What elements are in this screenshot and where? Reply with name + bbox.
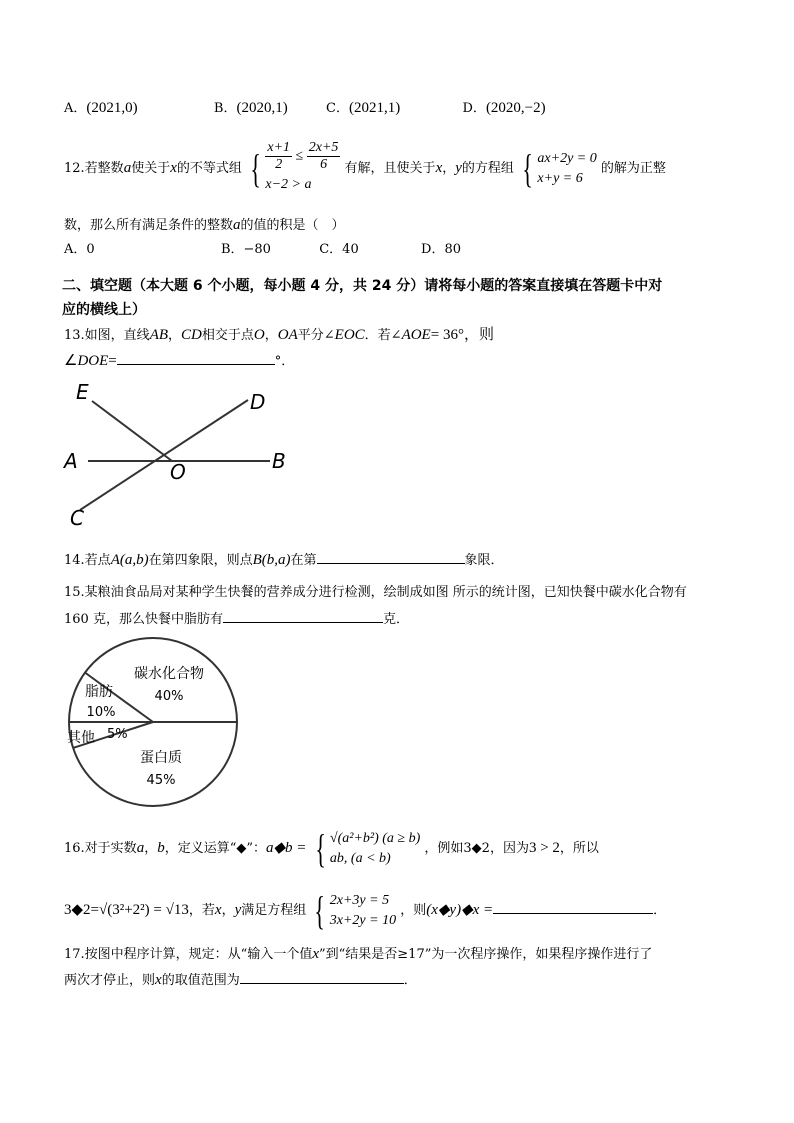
q12-var-x: x (170, 160, 177, 176)
q14-text: 象限． (464, 553, 504, 568)
slice-value-protein: 45% (146, 773, 176, 788)
q15-line1: 15.某粮油食品局对某种学生快餐的营养成分进行检测，绘制成如图 所示的统计图，已知快餐中碳水化合物有 (64, 585, 687, 600)
q15-line2 (64, 608, 409, 630)
q12-text: ， (442, 161, 456, 176)
q13-equals: = (108, 353, 117, 369)
q12-var-x: x (435, 160, 443, 176)
q12-text: 的方程组 (461, 161, 514, 176)
q13-ray-oa: OA (277, 327, 298, 343)
q16-answer-blank[interactable] (493, 899, 653, 914)
q12-ineq2: x−2 > a (265, 177, 312, 192)
q16-line2 (64, 888, 666, 933)
q13-text: °． (274, 354, 295, 369)
option-d-label: D． (462, 101, 486, 116)
option-d-value: (2020,−2) (485, 100, 546, 116)
q16-equations: 2x+3y = 5 3x+2y = 10 (329, 892, 397, 928)
q16-example-expr: 3◆2=√(3²+2²) = √13 (64, 902, 189, 918)
q12-text: 使关于 (131, 161, 171, 176)
q14 (64, 549, 504, 571)
q13-text: ．若∠ (364, 328, 402, 343)
q16-text: 16.对于实数 (64, 841, 137, 856)
q16-text: ． (653, 903, 667, 918)
q12-text: 数，那么所有满足条件的整数 (64, 218, 234, 233)
q13-angle-eoc: EOC (334, 327, 365, 343)
q16-example-cond: 3 > 2 (528, 840, 560, 856)
option-a-label: A． (64, 101, 87, 116)
nutrition-pie-chart (65, 634, 245, 814)
slice-label-other: 其他 (67, 730, 95, 746)
label-a: A (64, 449, 78, 473)
slice-value-fat: 10% (86, 705, 116, 720)
q16-var-a: a (136, 840, 145, 856)
q12-option-a: A．0 (64, 242, 95, 257)
q13-text: 平分∠ (297, 328, 335, 343)
q13-angle-doe: DOE (77, 353, 109, 369)
q15-text: 160 克，那么快餐中脂肪有 (64, 612, 223, 627)
q12-text: 有解，且使关于 (344, 161, 436, 176)
label-d: D (250, 390, 266, 414)
q14-point-a: A(a,b) (110, 552, 149, 568)
q16-line1 (64, 823, 599, 874)
q12-equation-brace: { (522, 145, 533, 191)
option-a-value: (2021,0) (86, 100, 138, 116)
option-c-value: (2021,1) (348, 100, 401, 116)
label-e: E (76, 380, 89, 404)
q17-text: 两次才停止，则 (64, 973, 156, 988)
q12-option-c: C．40 (319, 242, 359, 257)
q12-options (64, 240, 461, 260)
q13-angle-aoe: AOE (401, 327, 431, 343)
q12-text: 的解为正整 (600, 161, 666, 176)
q17-line1 (64, 944, 652, 965)
q12-var-y: y (455, 160, 462, 176)
section-heading-line1: 二、填空题（本大题 6 个小题，每小题 4 分，共 24 分）请将每小题的答案直接填在答题卡中对 (62, 278, 663, 294)
q13-line1 (64, 325, 494, 346)
label-o: O (170, 460, 186, 484)
q17-text: 的取值范围为 (161, 973, 240, 988)
q12-equation-system: ax+2y = 0 x+y = 6 (537, 150, 597, 186)
q17-text: ． (403, 973, 417, 988)
q12-var-a: a (233, 217, 241, 233)
q14-text: 在第四象限，则点 (148, 553, 253, 568)
q13-geometry-figure (60, 375, 320, 535)
q12-line1 (64, 138, 666, 199)
q12-ineq-op: ≤ (295, 148, 304, 164)
q12-option-b: B．−80 (220, 242, 271, 257)
slice-label-fat: 脂肪 (85, 684, 113, 700)
q12-text: 的值的积是（ ） (240, 218, 345, 233)
q17-var-x: x (155, 972, 162, 988)
option-b-label: B． (213, 101, 237, 116)
q12-option-d: D．80 (421, 242, 461, 257)
q16-text: ，定义运算“◆”： (164, 841, 266, 856)
q13-point-o: O (253, 327, 265, 343)
label-c: C (70, 506, 84, 530)
q13-text: = 36°，则 (430, 327, 494, 343)
q14-answer-blank[interactable] (317, 549, 465, 564)
q16-expression: (x◆y)◆x = (426, 902, 494, 918)
q16-text: ， (144, 841, 158, 856)
q16-text: ，则 (400, 903, 427, 918)
q12-inequality-brace: { (250, 145, 261, 191)
q15-answer-blank[interactable] (223, 608, 383, 623)
option-c-label: C． (326, 101, 349, 116)
section-heading-line2: 应的横线上） (62, 302, 146, 318)
q12-line2 (64, 215, 345, 236)
q13-answer-blank[interactable] (117, 350, 275, 365)
slice-value-other: 5% (107, 727, 128, 742)
q16-var-y: y (234, 902, 242, 918)
q17-line2 (64, 969, 417, 991)
q14-point-b: B(b,a) (252, 552, 291, 568)
q12-inequality-system (265, 140, 340, 197)
q13-angle-symbol: ∠ (64, 353, 78, 369)
q16-text: ，若 (188, 903, 215, 918)
ray-oe (92, 401, 172, 461)
q16-case-brace: { (314, 825, 326, 871)
slice-label-carbohydrate: 碳水化合物 (134, 666, 204, 682)
option-b-value: (2020,1) (236, 100, 288, 116)
q16-text: ，例如3◆2，因为 (424, 841, 529, 856)
q12-text: 12.若整数 (64, 161, 124, 176)
q17-text: 17.按图中程序计算，规定：从“输入一个值 (64, 947, 313, 962)
q16-var-x: x (214, 902, 222, 918)
q17-answer-blank[interactable] (240, 969, 404, 984)
q13-line2 (64, 350, 294, 372)
q13-text: 13.如图，直线 (64, 328, 150, 343)
q16-text: 满足方程组 (241, 903, 307, 918)
q13-text: 相交于点 (201, 328, 254, 343)
q16-operation: a◆b = (266, 840, 307, 856)
q16-var-b: b (157, 840, 165, 856)
q13-line-ab: AB (149, 327, 169, 343)
q13-text: ， (264, 328, 278, 343)
q14-text: 14.若点 (64, 553, 111, 568)
q17-text: ”到“结果是否≥17”为一次程序操作，如果程序操作进行了 (319, 947, 653, 962)
q16-cases: √(a²+b²) (a ≥ b) ab, (a < b) (329, 830, 421, 866)
slice-label-protein: 蛋白质 (140, 750, 182, 766)
label-b: B (272, 449, 286, 473)
q12-text: 的不等式组 (176, 161, 242, 176)
q14-text: 在第 (290, 553, 317, 568)
q12-frac-right: $\frac{2x+5}{6}$ (308, 140, 339, 172)
q15-text: 克． (382, 612, 409, 627)
q16-equation-brace: { (314, 887, 326, 933)
q11-options (64, 98, 546, 119)
q16-text: ，所以 (559, 841, 599, 856)
q16-text: ， (221, 903, 235, 918)
q17-var-x: x (312, 946, 319, 962)
q13-line-cd: CD (181, 327, 202, 343)
q13-text: ， (168, 328, 182, 343)
slice-value-carbohydrate: 40% (154, 689, 184, 704)
q12-var-a: a (123, 160, 132, 176)
q12-frac-left: $\frac{x+1}{2}$ (267, 140, 291, 172)
